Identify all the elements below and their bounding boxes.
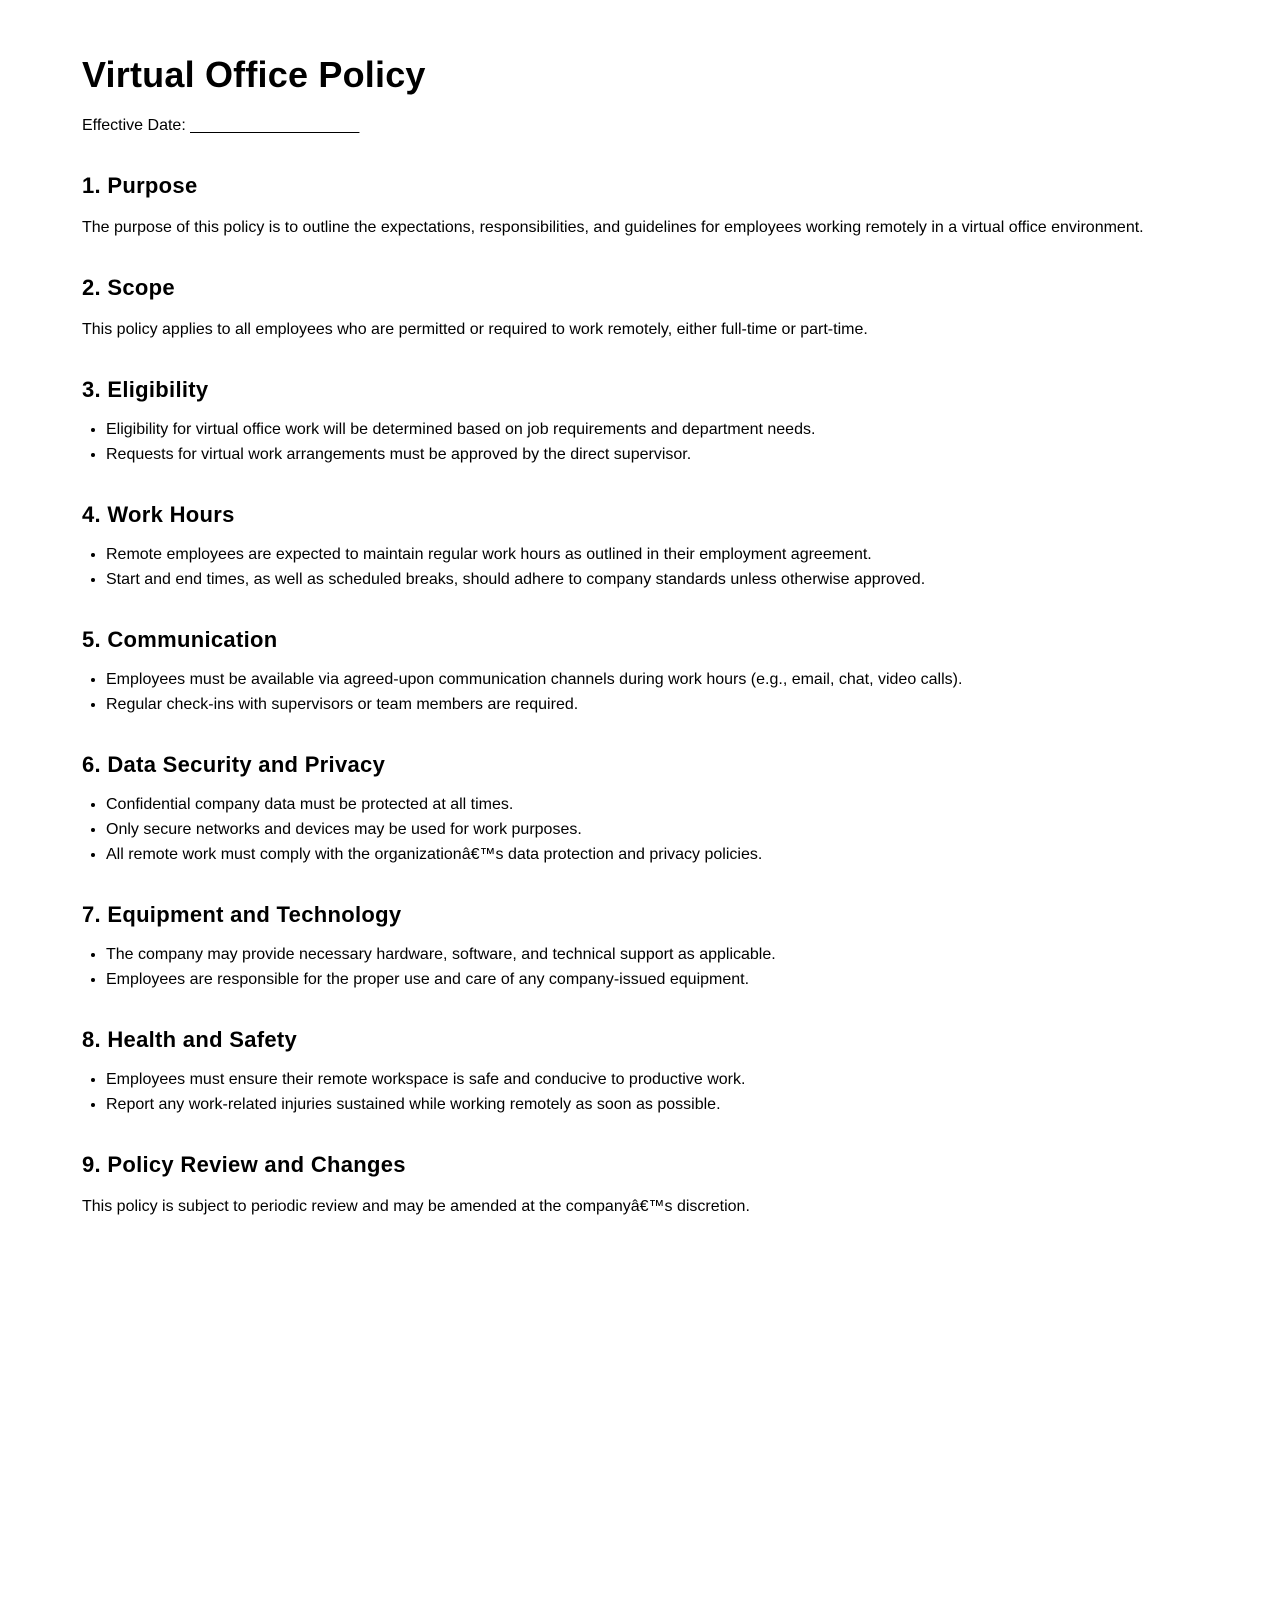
section-heading: 7. Equipment and Technology [82, 902, 402, 927]
document-title: Virtual Office Policy [82, 54, 426, 95]
section-heading: 8. Health and Safety [82, 1027, 298, 1052]
section-heading: 1. Purpose [82, 173, 198, 198]
section-heading: 9. Policy Review and Changes [82, 1152, 406, 1177]
list-item: • Remote employees are expected to maintain regular work hours as outlined in their employment agreement. [106, 545, 1242, 565]
list-item: • Employees must be available via agreed-upon communication channels during work hours (e.g., email, chat, video calls). [106, 670, 1242, 690]
bullet-list [82, 545, 1242, 590]
list-item: • Confidential company data must be protected at all times. [106, 795, 1242, 815]
section-data-security [82, 751, 1242, 865]
bullet-list [82, 945, 1242, 990]
section-paragraph: This policy applies to all employees who are permitted or required to work remotely, either full-time or part-time. [82, 321, 868, 338]
bullet-list [82, 1070, 1242, 1115]
section-eligibility [82, 376, 1242, 465]
section-heading: 3. Eligibility [82, 377, 209, 402]
section-heading: 5. Communication [82, 627, 278, 652]
list-item: • Regular check-ins with supervisors or team members are required. [106, 695, 1242, 715]
list-item: • Eligibility for virtual office work will be determined based on job requirements and department needs. [106, 420, 1242, 440]
section-work-hours [82, 501, 1242, 590]
bullet-list [82, 670, 1242, 715]
section-health-safety [82, 1026, 1242, 1115]
list-item: • Requests for virtual work arrangements must be approved by the direct supervisor. [106, 445, 1242, 465]
section-paragraph: The purpose of this policy is to outline the expectations, responsibilities, and guidelines for employees working remotely in a virtual office environment. [82, 219, 1144, 236]
list-item: • Start and end times, as well as scheduled breaks, should adhere to company standards unless otherwise approved. [106, 570, 1242, 590]
section-scope [82, 274, 1242, 340]
list-item: • The company may provide necessary hardware, software, and technical support as applicable. [106, 945, 1242, 965]
section-paragraph: This policy is subject to periodic review and may be amended at the companyâ€™s discretion. [82, 1198, 750, 1215]
bullet-list [82, 795, 1242, 865]
section-purpose [82, 172, 1242, 238]
section-heading: 4. Work Hours [82, 502, 235, 527]
section-policy-review [82, 1151, 1242, 1217]
section-heading: 6. Data Security and Privacy [82, 752, 386, 777]
section-communication [82, 626, 1242, 715]
list-item: • All remote work must comply with the organizationâ€™s data protection and privacy policies. [106, 845, 1242, 865]
bullet-list [82, 420, 1242, 465]
list-item: • Employees must ensure their remote workspace is safe and conducive to productive work. [106, 1070, 1242, 1090]
section-heading: 2. Scope [82, 275, 175, 300]
list-item: • Report any work-related injuries sustained while working remotely as soon as possible. [106, 1095, 1242, 1115]
effective-date: Effective Date: ___________________ [82, 117, 360, 134]
list-item: • Employees are responsible for the proper use and care of any company-issued equipment. [106, 970, 1242, 990]
list-item: • Only secure networks and devices may be used for work purposes. [106, 820, 1242, 840]
section-equipment [82, 901, 1242, 990]
